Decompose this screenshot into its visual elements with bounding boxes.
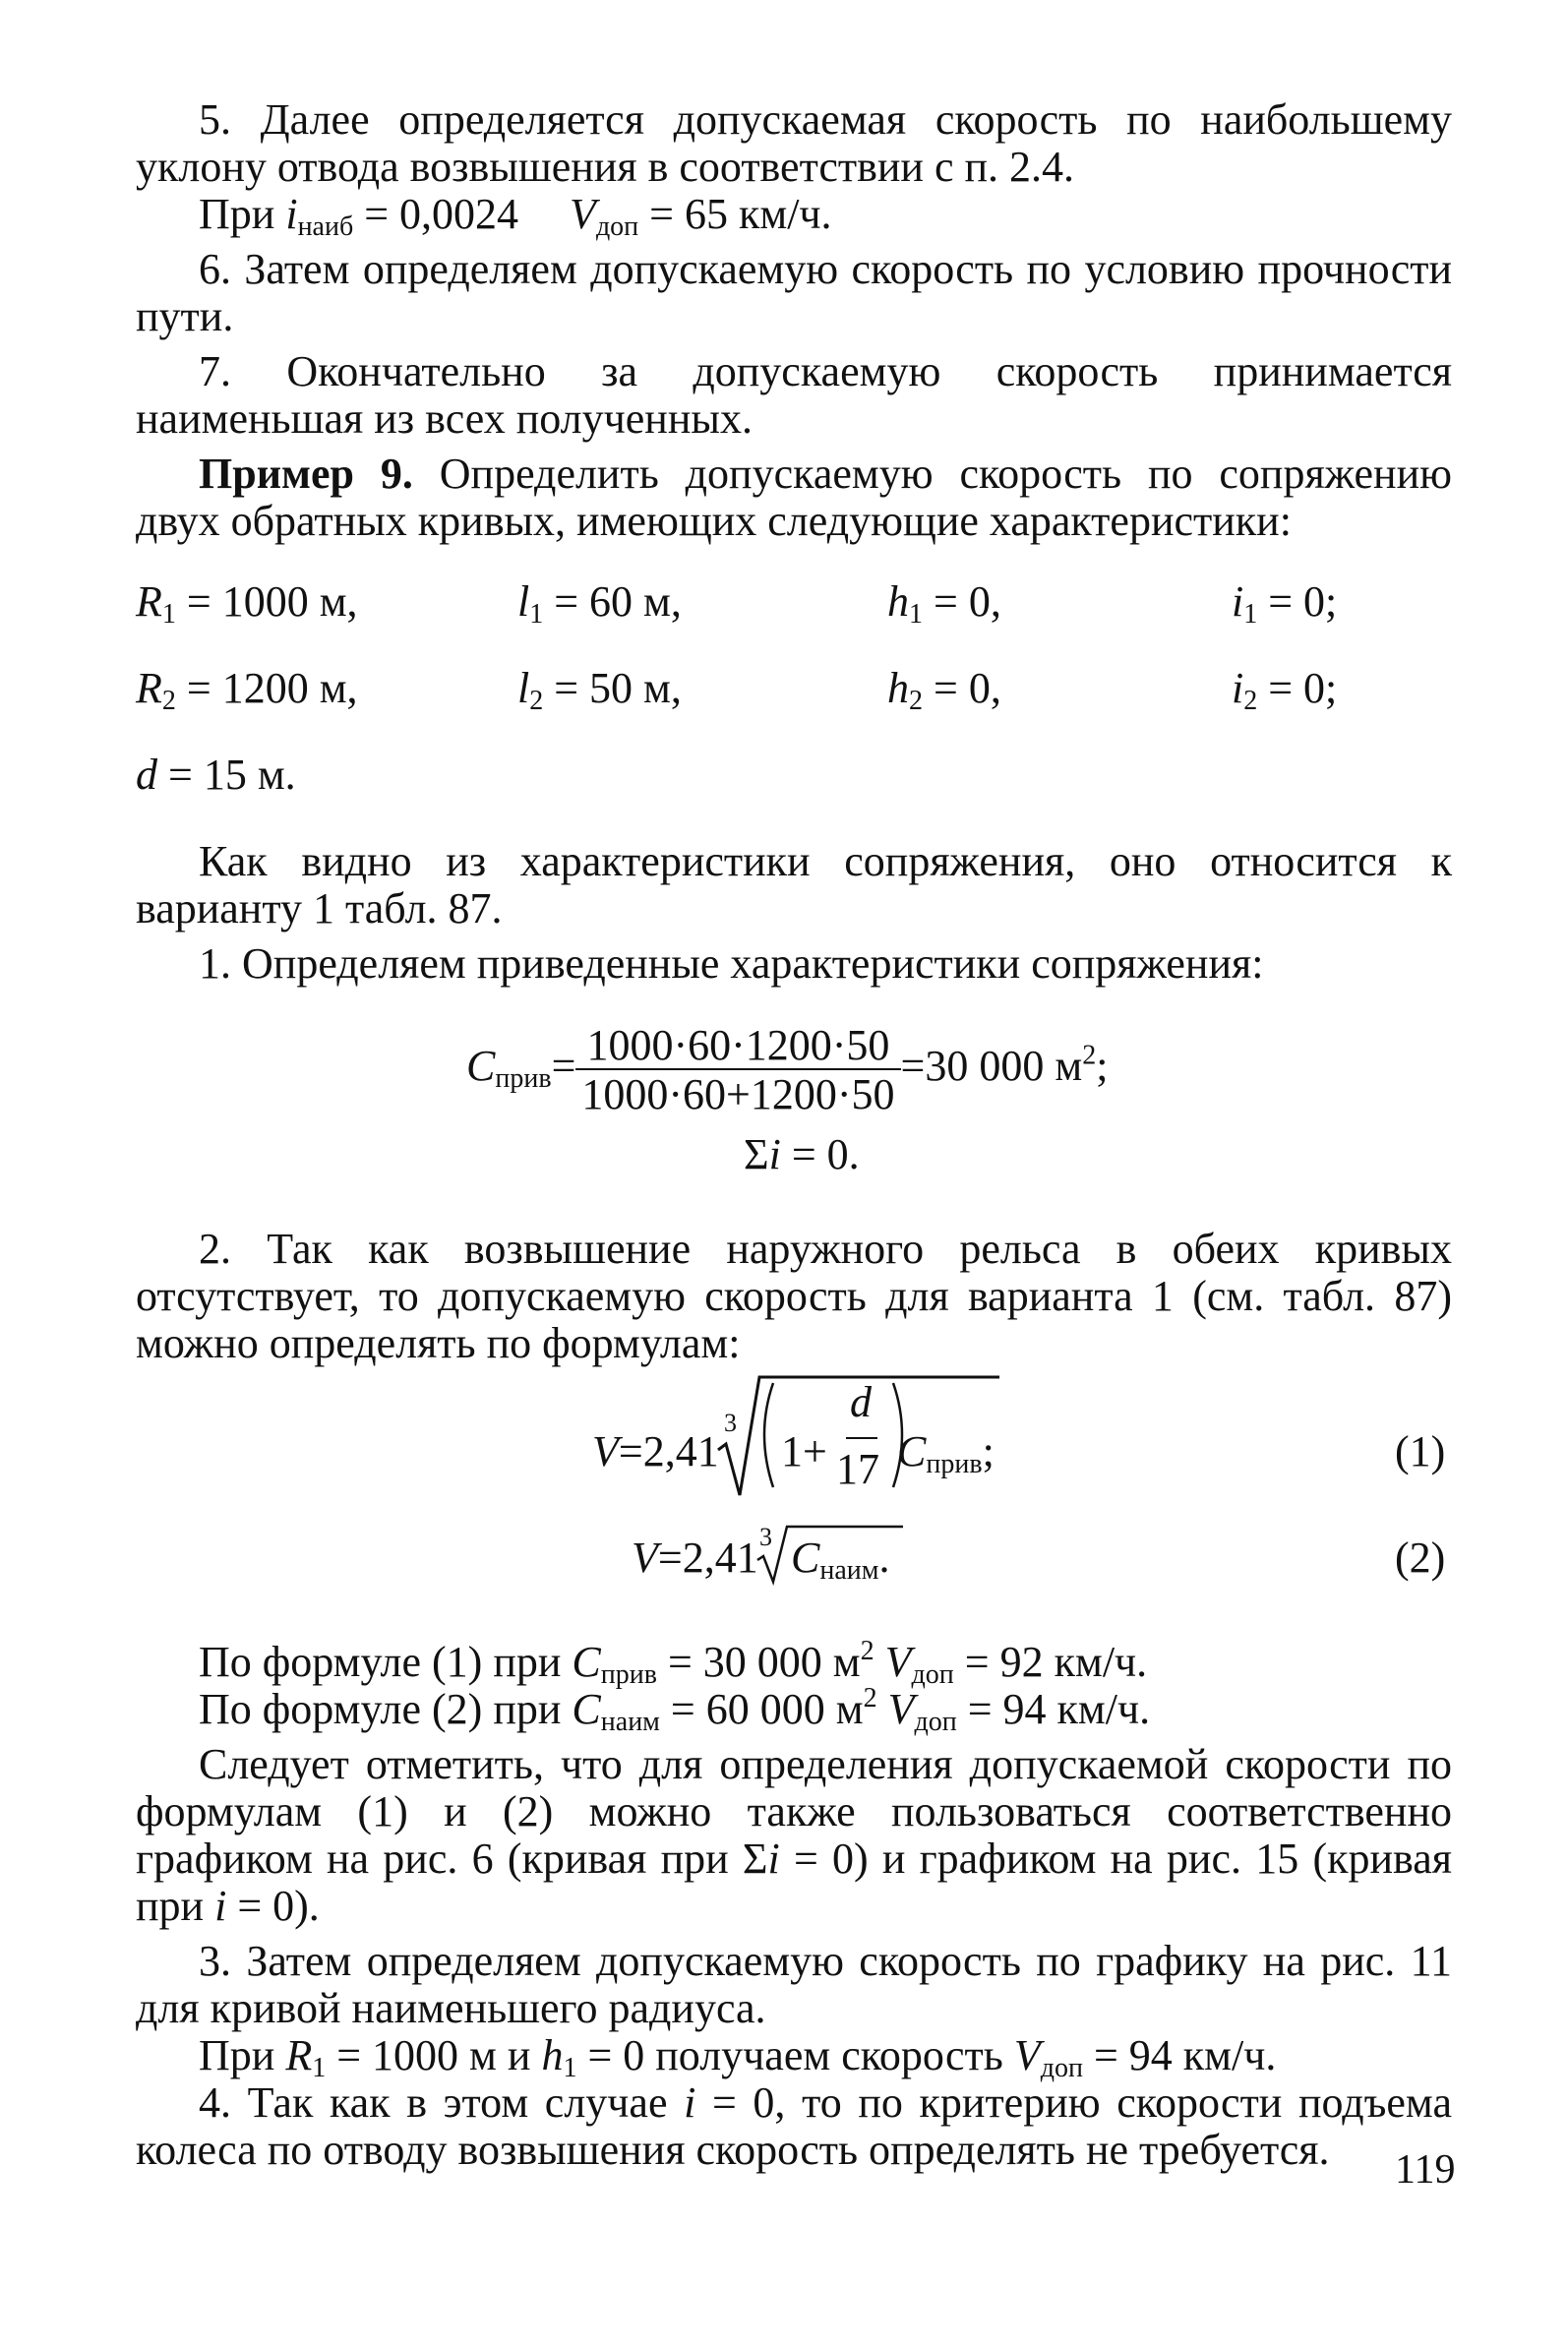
paragraph-result-1: По формуле (1) при $C_{прив} = 30$ 000 $м^2$ $V_{доп} = 92$ км/ч. [199,1636,1148,1690]
root-index: 3 [759,1523,772,1551]
paragraph-step3: 3. Затем определяем допускаемую скорость по графику на рис. 11 для кривой наименьшего радиуса. [136,1937,1452,2032]
paragraph-i-naib: При $i_{наиб} = 0,0024$ $V_{доп} = 65$ км/ч. [199,190,832,242]
param-h1: $h_1 = 0$, [887,577,1001,630]
equation-number-1: (1) [1395,1427,1446,1475]
param-l1: $l_1 = 60$ м, [517,577,682,630]
param-r2: $R_2 = 1200$ м, [136,664,358,716]
param-r1: $R_1 = 1000$ м, [136,577,358,630]
param-i1: $i_1 = 0$; [1232,577,1338,630]
paragraph-step2: 2. Так как возвышение наружного рельса в обеих кривых отсутствует, то допускаемую скорость для варианта 1 (см. табл. 87) можно определять по формулам: [136,1225,1452,1367]
param-l2: $l_2 = 50$ м, [517,664,682,716]
paragraph-result-2: По формуле (2) при $C_{наим} = 60$ 000 $м^2$ $V_{доп} = 94$ км/ч. [199,1683,1151,1737]
text-block-variant [136,838,1452,988]
root-index: 3 [724,1409,737,1437]
text-block-step2 [136,1226,1452,1367]
paragraph-step7: 7. Окончательно за допускаемую скорость принимается наименьшая из всех полученных. [136,347,1452,443]
paragraph-r1-result: При $R_1 = 1000$ м и $h_1 = 0$ получаем скорость $V_{доп} = 94$ км/ч. [199,2031,1277,2083]
text-block-top [136,96,1452,545]
param-i2: $i_2 = 0$; [1232,664,1338,716]
param-h2: $h_2 = 0$, [887,664,1001,716]
paragraph-note: Следует отметить, что для определения допускаемой скорости по формулам (1) и (2) можно также пользоваться соответственно графиком на рис. 6 (кривая при Σi = 0) и графиком на рис. 15 (кривая при i = 0). [136,1740,1452,1930]
equation-c-priv: $C_{прив}=$ $\frac{1000\cdot 60\cdot 1200\cdot 50}{1000\cdot 60+1200\cdot 50}$ =30 000 $м^2$; [466,1021,1109,1118]
param-d: d = 15 м. [136,751,296,799]
equation-sum-i: Σi = 0. [744,1130,860,1178]
text-block-results [136,1636,1452,2174]
fraction: $\frac{1000\cdot 60\cdot 1200\cdot 50}{1000\cdot 60+1200\cdot 50}$ [575,1023,900,1117]
document-page: 5. Далее определяется допускаемая скорость по наибольшему уклону отвода возвышения в соответствии с п. 2.4. При $i_{наиб} = 0,0024$ $V_{доп} = 65$ км/ч. 6. Затем определяем допускаемую скорость по условию прочности пути. 7. Окончательно за допускаемую скорость принимается наименьшая из всех полученных. Пример 9. Определить допускаемую скорость по сопряжению двух обратных кривых, имеющих следующие характеристики: $R_1 = 1000$ м, $l_1 = 60$ м, $h_1 = 0$, $i_1 = 0$; $R_2 = 1200$ м, $l_2 = 50$ м, $h_2 = 0$, $i_2 = 0$; d = 15 м. Как видно из характеристики сопряжения, оно относится к варианту 1 табл. 87. 1. Определяем приведенные характеристики сопряжения: $C_{прив}=$ $\frac{1000\cdot 60\cdot 1200\cdot 50}{1000\cdot 60+1200\cdot 50}$ =30 000 $м^2$; Σi = 0. 2. Так как возвышение наружного рельса в обеих кривых отсутствует, то допускаемую скорость для варианта 1 (см. табл. 87) можно определять по формулам: V=2,41 3 1+ d 17 $C_{прив}$; (1) V=2,41 3 $C_{наим}$. (2) По формуле (1) при $C_{прив} = 30$ 000 $м^2$ $V_{доп} = 92$ км/ч. По формуле (2) при $C_{наим} = 60$ 000 $м^2$ $V_{доп} = 94$ км/ч. Следует отметить, что для определения допускаемой скорости по формулам (1) и (2) можно также пользоваться соответственно графиком на рис. 6 (кривая при Σi = 0) и графиком на рис. 15 (кривая при i = 0). 3. Затем определяем допускаемую скорость по графику на рис. 11 для кривой наименьшего радиуса. При $R_1 = 1000$ м и $h_1 = 0$ получаем скорость $V_{доп} = 94$ км/ч. 4. Так как в этом случае i = 0, то по критерию скорости подъема колеса по отводу возвышения скорость определять не требуется. 119 [136,95,1456,2193]
page-number: 119 [1395,2147,1456,2193]
paragraph-example9: Пример 9. Определить допускаемую скорость по сопряжению двух обратных кривых, имеющих следующие характеристики: [136,450,1452,545]
paragraph-step5: 5. Далее определяется допускаемая скорость по наибольшему уклону отвода возвышения в соответствии с п. 2.4. [136,95,1452,191]
equation-number-2: (2) [1395,1534,1446,1582]
paragraph-step4: 4. Так как в этом случае i = 0, то по критерию скорости подъема колеса по отводу возвышения скорость определять не требуется. [136,2078,1452,2174]
paragraph-step6: 6. Затем определяем допускаемую скорость по условию прочности пути. [136,245,1452,340]
paragraph-variant: Как видно из характеристики сопряжения, оно относится к варианту 1 табл. 87. [136,837,1452,932]
paragraph-step1: 1. Определяем приведенные характеристики сопряжения: [199,939,1264,988]
